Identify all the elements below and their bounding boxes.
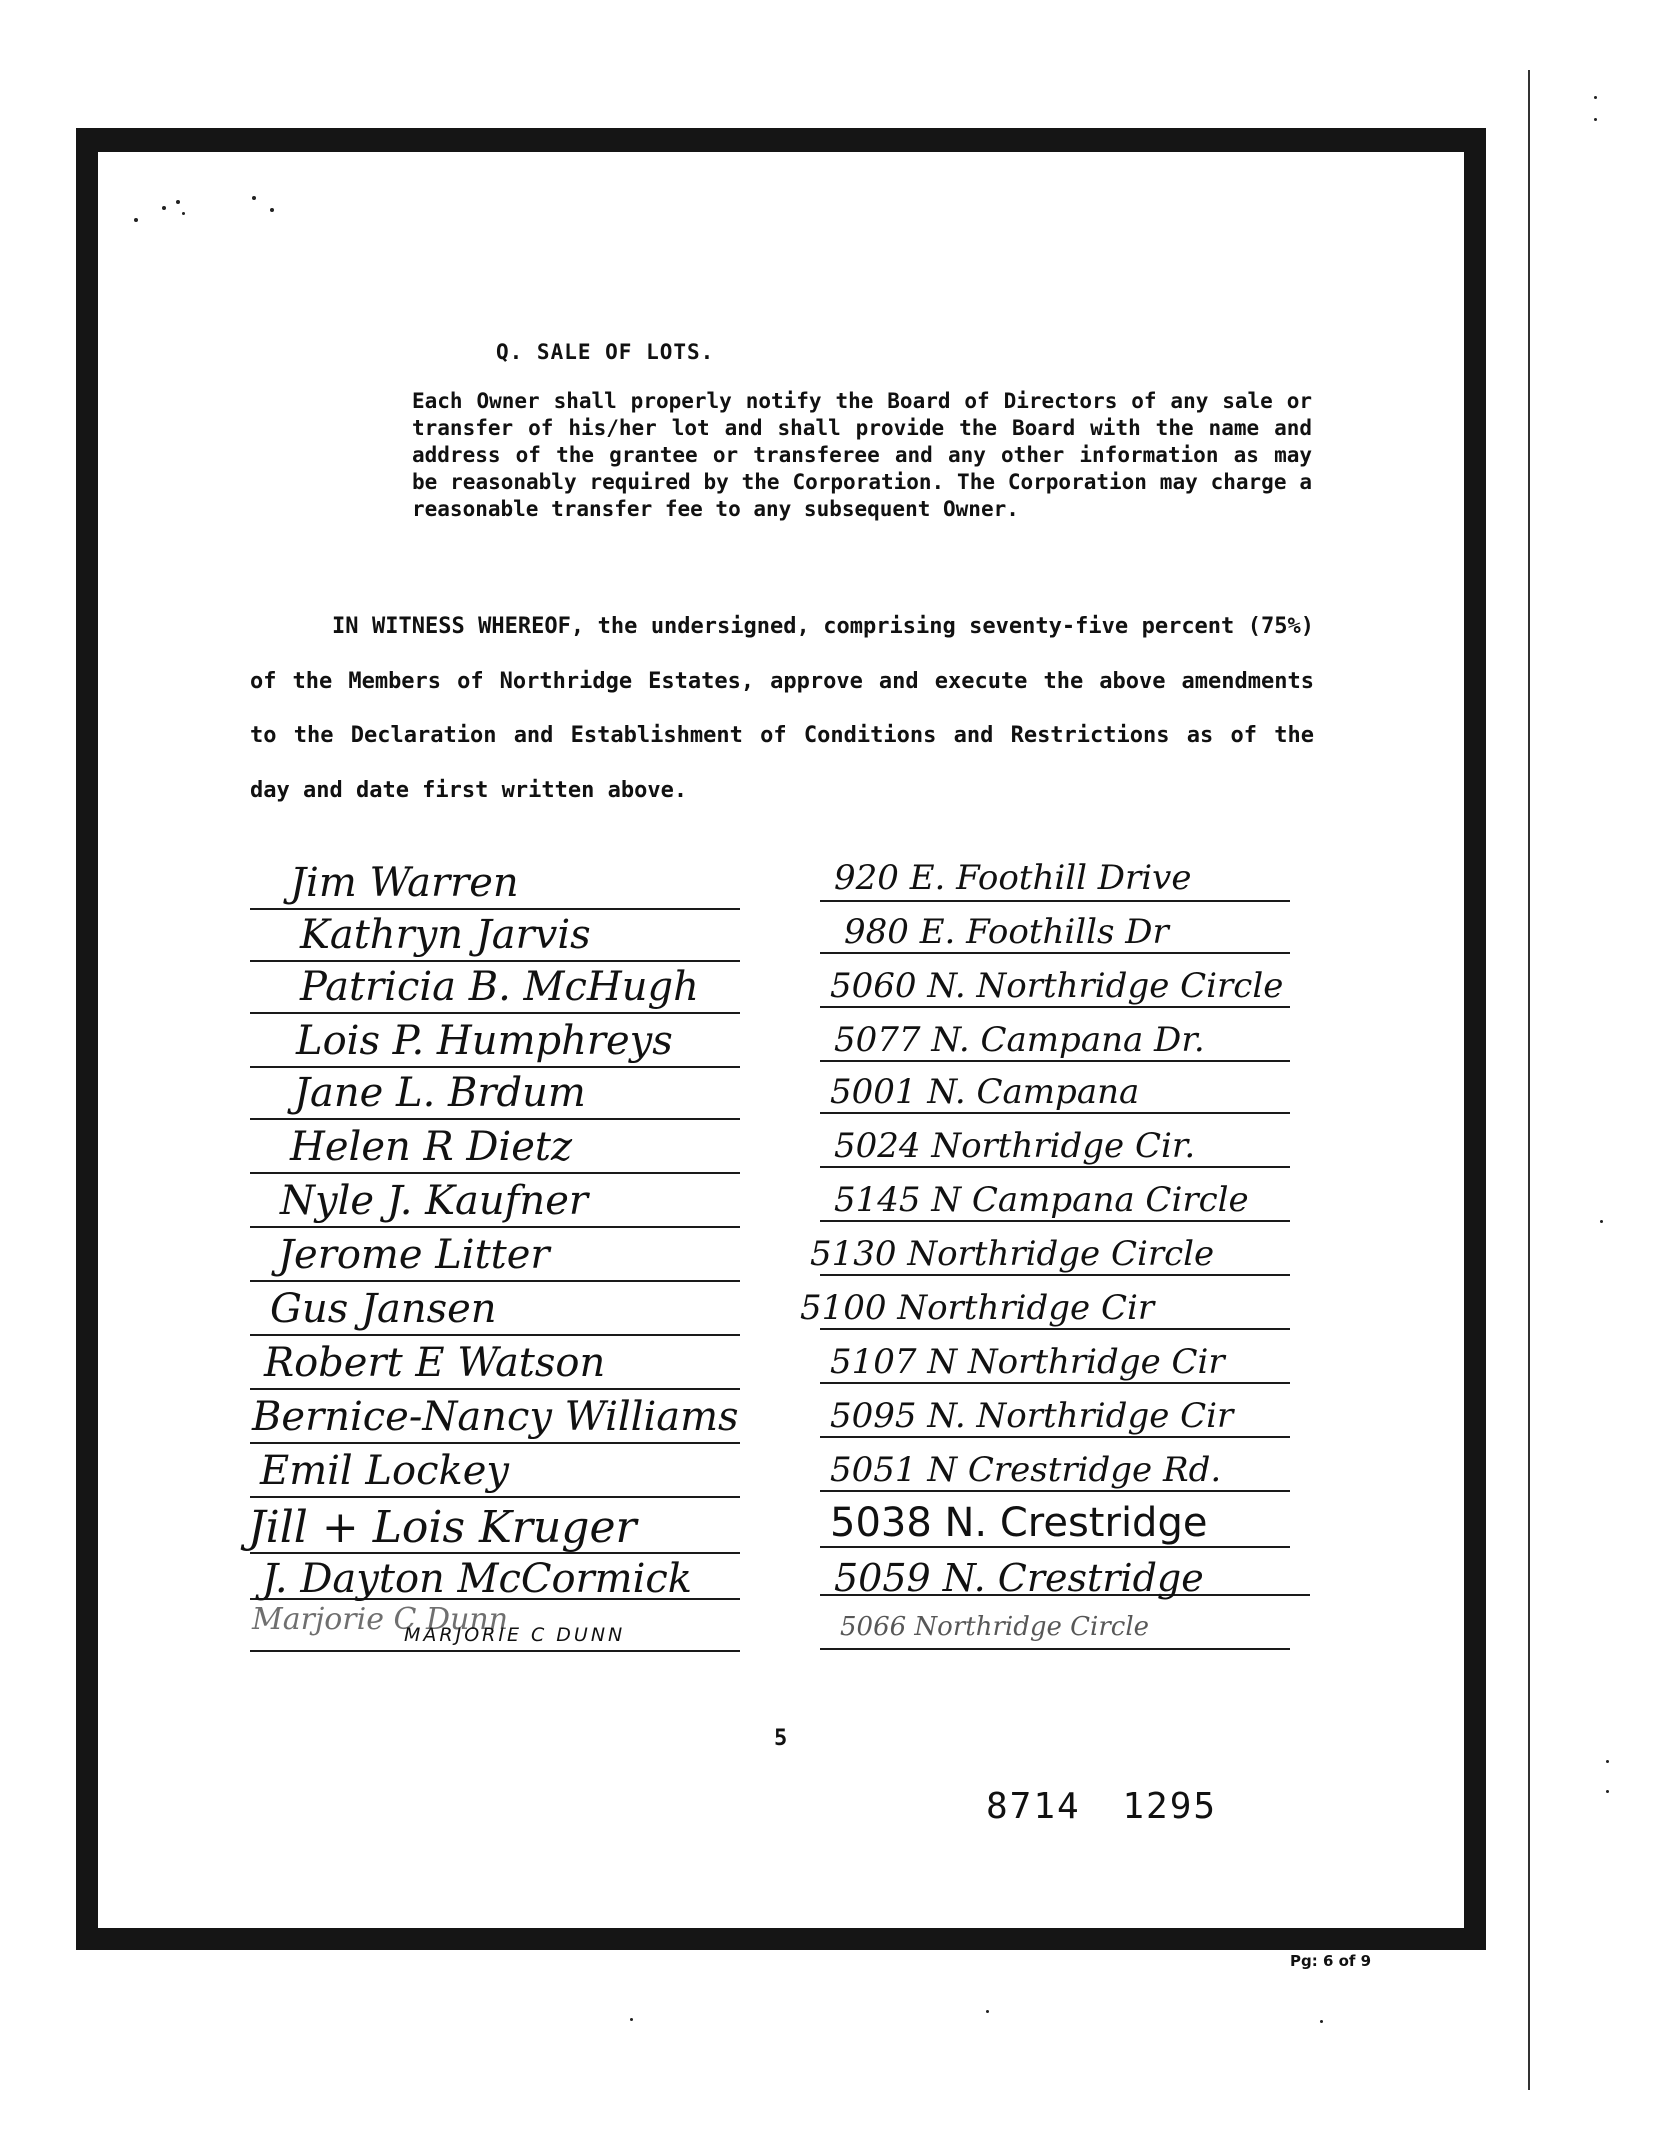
signature-line [250, 1172, 740, 1174]
address-line [820, 900, 1290, 902]
signature-line [250, 1388, 740, 1390]
address-4: 5077 N. Campana Dr. [834, 1020, 1205, 1060]
scan-speck [630, 2018, 633, 2021]
scan-speck [1594, 96, 1597, 99]
address-12: 5051 N Crestridge Rd. [830, 1450, 1222, 1490]
signature-13: Jill + Lois Kruger [248, 1502, 637, 1553]
address-line [820, 1112, 1290, 1114]
address-8: 5130 Northridge Circle [810, 1234, 1215, 1274]
page-number: 5 [774, 1726, 788, 1751]
signature-1: Jim Warren [290, 860, 519, 906]
address-7: 5145 N Campana Circle [834, 1180, 1249, 1220]
address-14: 5059 N. Crestridge [834, 1556, 1204, 1600]
signature-6: Helen R Dietz [290, 1124, 573, 1170]
scan-speck [162, 206, 166, 210]
section-body: Each Owner shall properly notify the Board of Directors of any sale or transfer of his/her lot and shall provide the Board with the name and address of the grantee or transferee and any other information as may be reasonably required by the Corporation. The Corporation may charge a reasonable transfer fee to any subsequent Owner. [412, 389, 1312, 521]
signature-line [250, 1334, 740, 1336]
address-line [820, 952, 1290, 954]
signature-11: Bernice-Nancy Williams [252, 1394, 739, 1440]
address-line [820, 1490, 1290, 1492]
signature-line [250, 1118, 740, 1120]
address-5: 5001 N. Campana [830, 1072, 1140, 1112]
address-line [820, 1006, 1290, 1008]
signature-4: Lois P. Humphreys [296, 1018, 673, 1064]
address-13: 5038 N. Crestridge [830, 1500, 1208, 1546]
address-line [820, 1328, 1290, 1330]
witness-clause [250, 600, 1314, 818]
address-11: 5095 N. Northridge Cir [830, 1396, 1234, 1436]
signature-line [250, 1012, 740, 1014]
document-number: 8714 1295 [986, 1786, 1218, 1827]
page-tag: Pg: 6 of 9 [1290, 1952, 1372, 1970]
signature-line [250, 1226, 740, 1228]
address-line [820, 1648, 1290, 1650]
address-line [820, 1546, 1290, 1548]
signature-3: Patricia B. McHugh [300, 964, 699, 1010]
scan-speck [1606, 1760, 1609, 1763]
address-line [820, 1274, 1290, 1276]
scan-speck [182, 212, 185, 215]
scan-speck [986, 2010, 989, 2013]
signature-2: Kathryn Jarvis [300, 912, 591, 958]
signature-line [250, 908, 740, 910]
scan-speck [1594, 118, 1597, 121]
printed-name: MARJORIE C DUNN [404, 1624, 626, 1646]
address-6: 5024 Northridge Cir. [834, 1126, 1196, 1166]
signature-line [250, 1280, 740, 1282]
signature-8: Jerome Litter [278, 1232, 550, 1278]
address-line [820, 1220, 1290, 1222]
page-edge-line [1528, 70, 1530, 2090]
scan-speck [252, 196, 256, 200]
scan-speck [176, 200, 180, 204]
signature-15: Marjorie C Dunn [252, 1602, 509, 1637]
address-line [820, 1060, 1290, 1062]
scan-speck [1320, 2020, 1323, 2023]
scan-speck [270, 208, 274, 212]
signature-7: Nyle J. Kaufner [280, 1178, 588, 1224]
address-3: 5060 N. Northridge Circle [830, 966, 1284, 1006]
witness-text: IN WITNESS WHEREOF, the undersigned, comprising seventy-five percent (75%) of the Members of Northridge Estates, approve and execute the above amendments to the Declaration and Establishment of Conditions and Restrictions as of the day and date first written above. [250, 614, 1314, 803]
signature-line [250, 1496, 740, 1498]
address-line [820, 1436, 1290, 1438]
address-2: 980 E. Foothills Dr [844, 912, 1169, 952]
scan-speck [1600, 1220, 1603, 1223]
signature-10: Robert E Watson [264, 1340, 606, 1386]
address-1: 920 E. Foothill Drive [834, 858, 1192, 898]
signature-line [250, 960, 740, 962]
signature-9: Gus Jansen [270, 1286, 497, 1332]
signature-14: J. Dayton McCormick [262, 1556, 693, 1602]
section-heading: Q. SALE OF LOTS. [496, 340, 715, 364]
signature-line [250, 1066, 740, 1068]
address-9: 5100 Northridge Cir [800, 1288, 1155, 1328]
signature-12: Emil Lockey [260, 1448, 509, 1494]
signature-5: Jane L. Brdum [294, 1070, 586, 1116]
address-10: 5107 N Northridge Cir [830, 1342, 1225, 1382]
address-line [820, 1382, 1290, 1384]
address-15: 5066 Northridge Circle [840, 1612, 1150, 1642]
signature-line [250, 1650, 740, 1652]
scan-speck [1606, 1790, 1609, 1793]
scan-speck [134, 218, 138, 222]
address-line [820, 1166, 1290, 1168]
signature-line [250, 1442, 740, 1444]
